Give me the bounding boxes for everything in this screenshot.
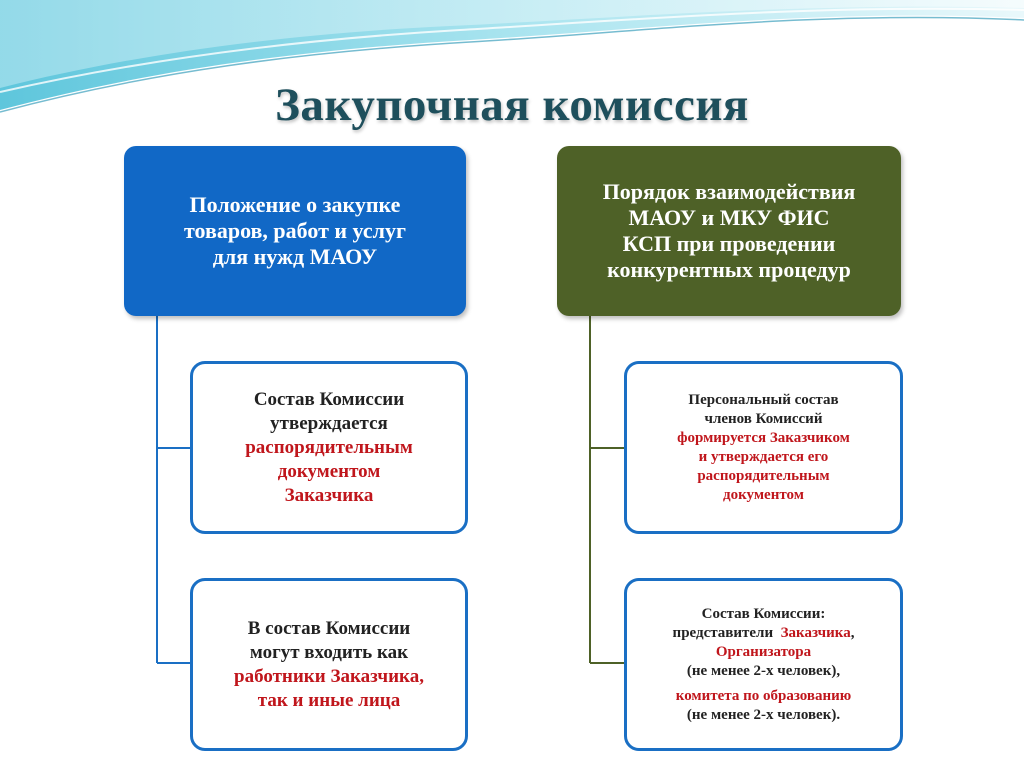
- text-line: (не менее 2-х человек).: [686, 706, 841, 723]
- text-line: могут входить как: [249, 641, 409, 663]
- right-box-commission-representatives: [624, 578, 903, 751]
- left-header-line: Положение о закупке: [189, 192, 401, 217]
- right-header-line: конкурентных процедур: [607, 257, 851, 282]
- text: представители: [672, 624, 781, 641]
- text: ,: [850, 624, 855, 641]
- left-box-commission-members: [190, 578, 468, 751]
- mixed-text-line: [677, 429, 850, 448]
- highlighted-text-line: Заказчика: [284, 484, 374, 506]
- text-line: Персональный состав: [688, 391, 839, 408]
- text-line: утверждается: [270, 412, 388, 434]
- text-line: Состав Комиссии:: [701, 605, 826, 622]
- highlighted-text-line: распорядительным: [245, 436, 413, 458]
- highlighted-text-line: документом: [723, 486, 804, 503]
- text-line: В состав Комиссии: [247, 617, 411, 639]
- highlighted-text-line: так и иные лица: [257, 689, 401, 711]
- highlighted-text: Заказчика: [780, 624, 851, 641]
- text-line: Состав Комиссии: [253, 388, 405, 410]
- left-box-commission-composition: [190, 361, 468, 534]
- highlighted-text: Заказчиком: [766, 429, 850, 446]
- right-header-line: Порядок взаимодействия: [602, 179, 856, 204]
- right-header-box: [557, 146, 901, 316]
- text-line: членов Комиссий: [704, 410, 823, 427]
- highlighted-text-line: документом: [277, 460, 381, 482]
- right-header-line: КСП при проведении: [622, 231, 836, 256]
- highlighted-text-line: Организатора: [715, 643, 812, 660]
- right-header-line: МАОУ и МКУ ФИС: [628, 205, 830, 230]
- text-line: (не менее 2-х человек),: [686, 662, 841, 679]
- highlighted-text-line: и утверждается его: [698, 448, 829, 465]
- highlighted-text-line: работники Заказчика,: [234, 665, 424, 687]
- highlighted-text-line: комитета по образованию: [675, 687, 852, 704]
- page-title: Закупочная комиссия: [275, 79, 749, 131]
- highlighted-text: формируется: [677, 429, 767, 446]
- highlighted-text-line: распорядительным: [697, 467, 830, 484]
- left-header-box: [124, 146, 466, 316]
- right-box-personal-composition: [624, 361, 903, 534]
- left-header-line: для нужд МАОУ: [212, 244, 378, 269]
- mixed-text-line: [673, 624, 855, 643]
- left-header-line: товаров, работ и услуг: [184, 218, 406, 243]
